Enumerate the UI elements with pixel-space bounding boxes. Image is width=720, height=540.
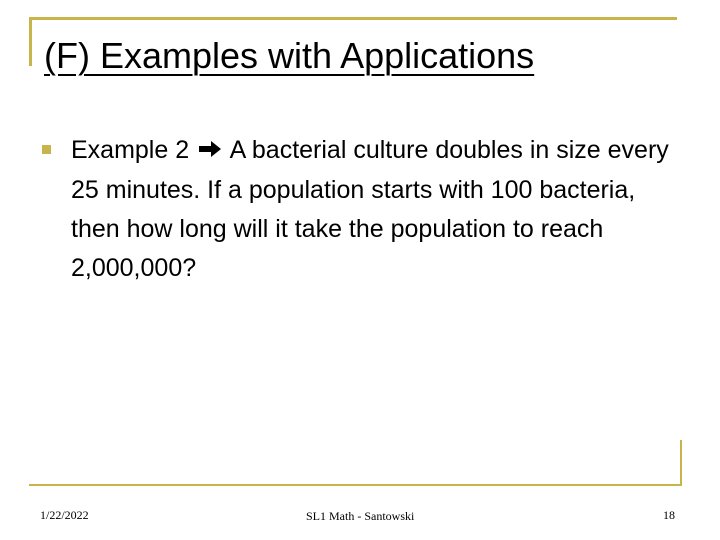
bullet-square-icon bbox=[42, 145, 51, 154]
frame-right-border bbox=[680, 440, 682, 486]
problem-text: A bacterial culture doubles in size every 25 minutes. If a population starts with 100 bacteria, then how long will it take the population to reach 2,000,000? bbox=[71, 136, 669, 282]
frame-top-border bbox=[29, 17, 677, 20]
footer-page-number: 18 bbox=[663, 508, 675, 522]
frame-left-border bbox=[29, 17, 32, 66]
frame-bottom-border bbox=[29, 484, 682, 486]
slide-title: (F) Examples with Applications bbox=[44, 35, 535, 76]
footer-author: SL1 Math - Santowski bbox=[306, 509, 415, 523]
example-label: Example 2 bbox=[71, 136, 190, 164]
footer-date: 1/22/2022 bbox=[40, 508, 89, 522]
right-arrow-icon bbox=[198, 132, 222, 171]
example-paragraph bbox=[71, 131, 671, 288]
